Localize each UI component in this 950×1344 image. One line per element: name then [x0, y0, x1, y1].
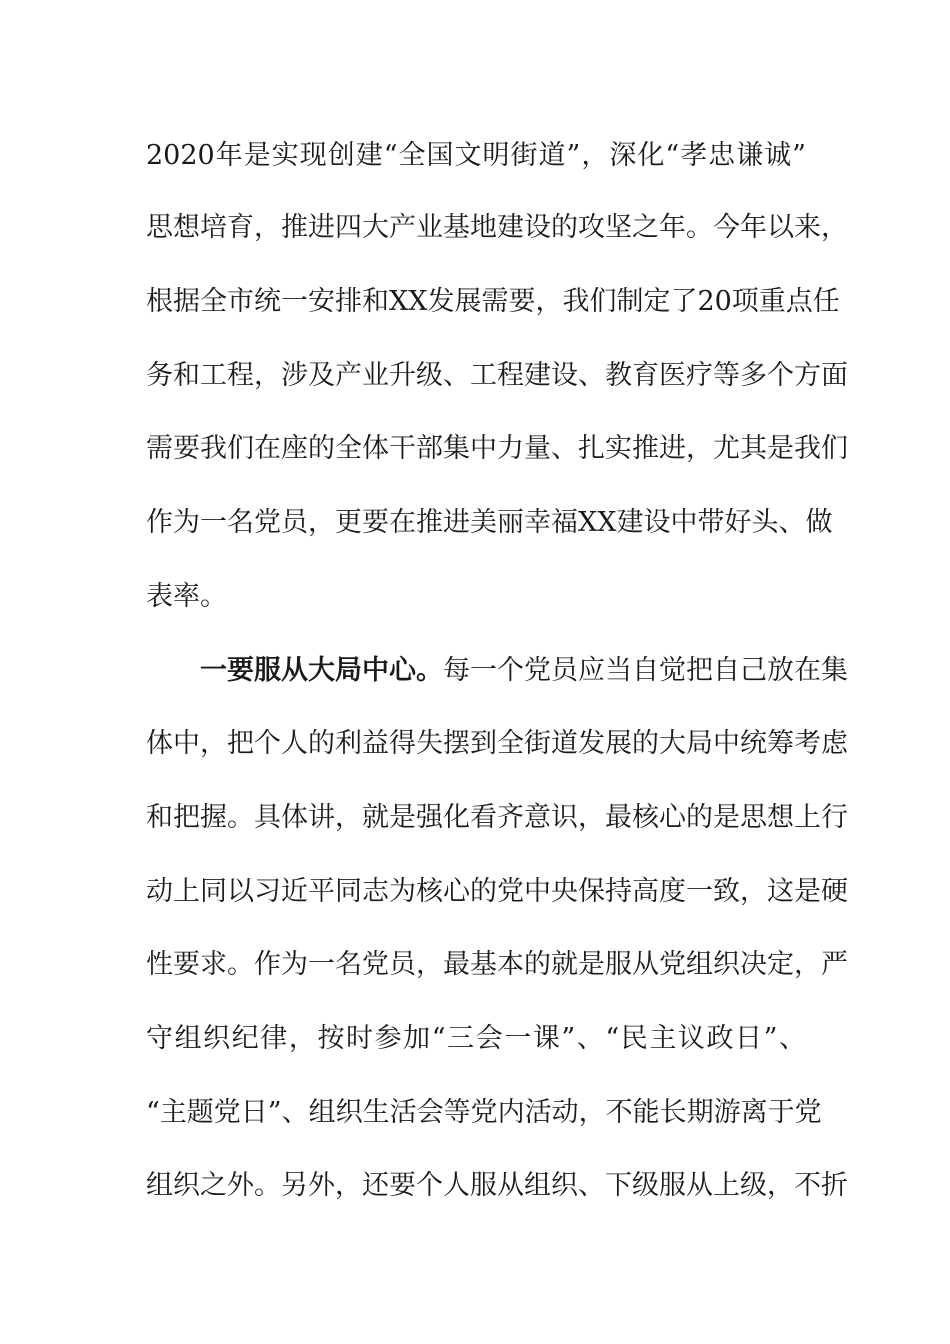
paragraph-2-heading: 一要服从大局中心。 — [200, 655, 443, 686]
paragraph-2-first-line-text: 每一个党员应当自觉把自己放在集 — [443, 655, 848, 686]
paragraph-2-line-7: “主题党日”、组织生活会等党内活动，不能长期游离于党 — [146, 1097, 822, 1128]
paragraph-2-line-3: 和把握。具体讲，就是强化看齐意识，最核心的是思想上行 — [146, 802, 848, 833]
paragraph-1-line-5: 需要我们在座的全体干部集中力量、扎实推进，尤其是我们 — [146, 433, 848, 464]
paragraph-2-line-4: 动上同以习近平同志为核心的党中央保持高度一致，这是硬 — [146, 876, 848, 907]
paragraph-1-line-2: 思想培育，推进四大产业基地建设的攻坚之年。今年以来， — [146, 212, 848, 243]
paragraph-1-line-1: 2020年是实现创建“全国文明街道”，深化“孝忠谦诚” — [146, 140, 806, 171]
paragraph-1-line-3: 根据全市统一安排和XX发展需要，我们制定了20项重点任 — [146, 286, 840, 317]
paragraph-2-line-6: 守组织纪律，按时参加“三会一课”、“民主议政日”、 — [146, 1023, 806, 1054]
paragraph-2-line-8: 组织之外。另外，还要个人服从组织、下级服从上级，不折 — [146, 1170, 848, 1201]
paragraph-2-line-2: 体中，把个人的利益得失摆到全街道发展的大局中统筹考虑 — [146, 728, 848, 759]
paragraph-1-line-6: 作为一名党员，更要在推进美丽幸福XX建设中带好头、做 — [146, 507, 833, 538]
paragraph-2-line-1 — [200, 651, 848, 691]
paragraph-1-line-7: 表率。 — [146, 581, 227, 612]
paragraph-1-line-4: 务和工程，涉及产业升级、工程建设、教育医疗等多个方面 — [146, 360, 848, 391]
paragraph-2-line-5: 性要求。作为一名党员，最基本的就是服从党组织决定，严 — [146, 949, 848, 980]
